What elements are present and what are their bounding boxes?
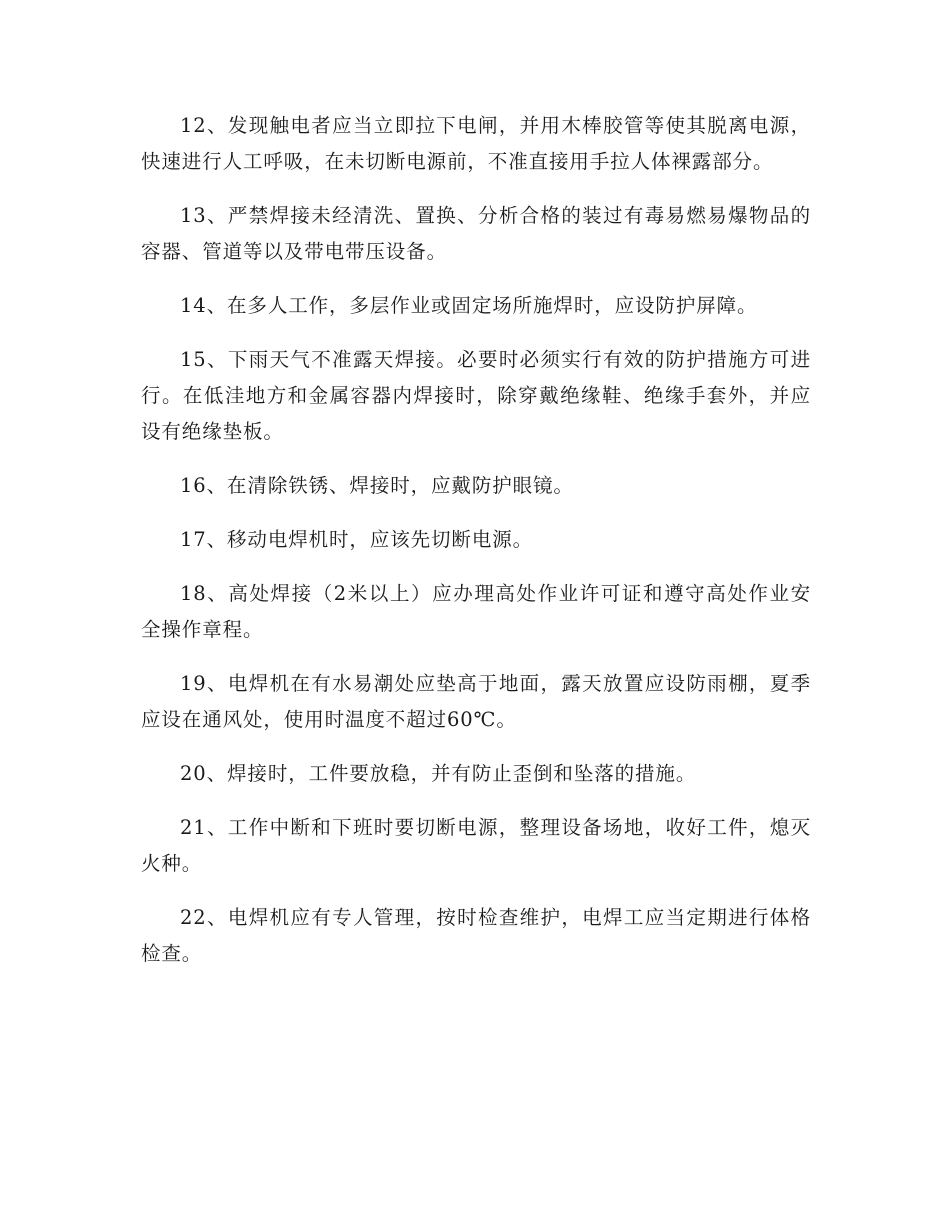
rule-paragraph-16: 16、在清除铁锈、焊接时，应戴防护眼镜。 [180,474,574,497]
rule-paragraph-20: 20、焊接时，工件要放稳，并有防止歪倒和坠落的措施。 [180,762,697,785]
document-body [141,108,811,990]
rule-paragraph-22: 22、电焊机应有专人管理，按时检查维护，电焊工应当定期进行体格检查。 [141,906,811,965]
rule-paragraph-15: 15、下雨天气不准露天焊接。必要时必须实行有效的防护措施方可进行。在低洼地方和金属容器内焊接时，除穿戴绝缘鞋、绝缘手套外，并应设有绝缘垫板。 [141,348,811,443]
rule-paragraph-13: 13、严禁焊接未经清洗、置换、分析合格的装过有毒易燃易爆物品的容器、管道等以及带电带压设备。 [141,204,811,263]
rule-paragraph-18: 18、高处焊接（2米以上）应办理高处作业许可证和遵守高处作业安全操作章程。 [141,582,811,641]
rule-paragraph-21: 21、工作中断和下班时要切断电源，整理设备场地，收好工件，熄灭火种。 [141,816,811,875]
rule-paragraph-17: 17、移动电焊机时，应该先切断电源。 [180,528,534,551]
rule-paragraph-14: 14、在多人工作，多层作业或固定场所施焊时，应设防护屏障。 [180,294,758,317]
rule-paragraph-19: 19、电焊机在有水易潮处应垫高于地面，露天放置应设防雨棚，夏季应设在通风处，使用时温度不超过60℃。 [141,672,811,731]
rule-paragraph-12: 12、发现触电者应当立即拉下电闸，并用木棒胶管等使其脱离电源，快速进行人工呼吸，在未切断电源前，不准直接用手拉人体裸露部分。 [141,114,811,173]
